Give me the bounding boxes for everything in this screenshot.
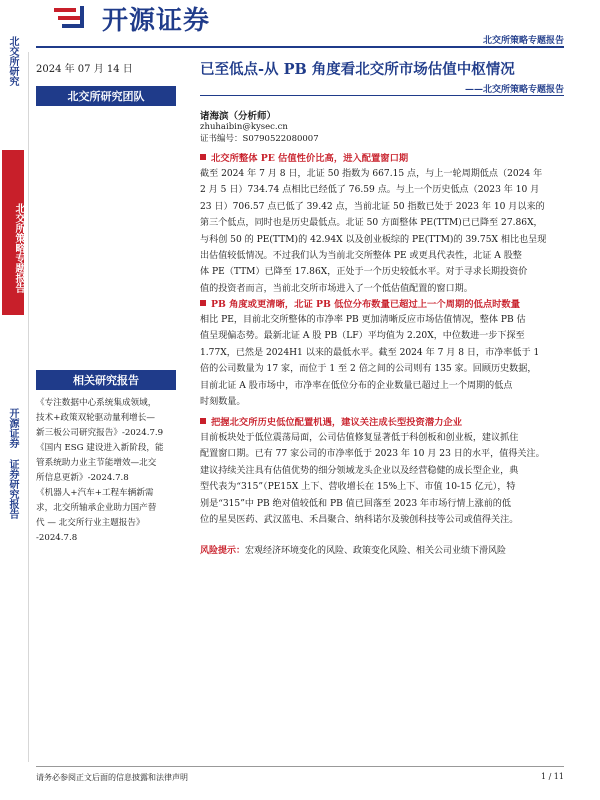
report-title: 已至低点-从 PB 角度看北交所市场估值中枢情况	[200, 61, 515, 78]
related-line[interactable]: 代 — 北交所行业主题报告》	[36, 518, 145, 528]
related-reports-title: 相关研究报告	[36, 370, 176, 390]
bullet-icon	[200, 300, 206, 306]
related-line[interactable]: 技术+政策双轮驱动量利增长—	[36, 413, 155, 423]
header-divider	[36, 46, 564, 48]
page-number: 1 / 11	[540, 772, 564, 781]
section-heading: 把握北交所历史低位配置机遇，建议关注成长型投资潜力企业	[200, 414, 564, 428]
analyst-name: 诸海滨（分析师）	[200, 111, 277, 122]
brand-logo-icon	[52, 4, 92, 34]
section-heading: 北交所整体 PE 估值性价比高，进入配置窗口期	[200, 150, 564, 164]
section-body: 目前板块处于低位震荡局面，公司估值修复显著低于科创板和创业板，建议抓住 配置窗口期。已有 77 家公司的市净率低于 2023 年 10 月 23 日的水平，值得关注。 建议持续关注具有估值优势的细分领域龙头企业以及经营稳健的成长型企业，典 型代表为“315”（PE15X 上下、营收增长在 15%上下、市值 10-15 亿元），特 别是“315”中 PB 绝对值较低和 PB 值已回落至 2023 年市场行情上涨前的低 位的星昊医药、武汉蓝电、禾昌聚合、纳科诺尔及骏创科技等公司或值得关注。	[200, 433, 545, 526]
brand-name: 开源证券	[102, 6, 211, 36]
section-body: 相比 PE，目前北交所整体的市净率 PB 更加清晰反应市场估值情况，整体 PB 估 值呈现偏态势。最新北证 A 股 PB（LF）平均值为 2.20X，中位数进一步下探至 1.77X，已然是 2024H1 以来的最低水平。截至 2024 年 7 月 8 日，市净率低于 1 倍的公司数量为 17 家，而位于 1 至 2 倍之间的公司则有 135 家。回顾历史数据， 目前北证 A 股市场中，市净率在低位分布的企业数量已超过上一个周期的低点 时刻数量。	[200, 315, 540, 408]
analyst-email[interactable]: zhuhaibin@kysec.cn	[200, 122, 288, 132]
risk-label: 风险提示：	[200, 546, 246, 556]
section-3	[200, 414, 564, 528]
report-type-header: 北交所策略专题报告	[482, 36, 564, 46]
related-line[interactable]: 求，北交所轴承企业助力国产替	[36, 503, 157, 513]
strip-top-label: 北交所研究	[7, 36, 18, 86]
report-subtitle: ——北交所策略专题报告	[464, 85, 564, 95]
risk-warning	[200, 543, 506, 556]
related-reports-list	[36, 396, 184, 546]
related-line[interactable]: 所信息更新》-2024.7.8	[36, 473, 129, 483]
related-line[interactable]: 管系统助力业主节能增效—北交	[36, 458, 157, 468]
strip-mid-label: 北交所策略专题报告	[2, 150, 24, 315]
left-vertical-divider	[28, 52, 29, 762]
analyst-contact	[200, 121, 319, 145]
analyst-cert: 证书编号：S0790522080007	[200, 134, 319, 144]
related-line[interactable]: 《机器人+汽车+工程车辆新需	[36, 488, 154, 498]
footer-divider	[36, 766, 564, 767]
risk-text: 宏观经济环境变化的风险、政策变化风险、相关公司业绩下滑风险	[245, 546, 507, 556]
related-line[interactable]: 《专注数据中心系统集成领域，	[36, 398, 157, 408]
report-date: 2024 年 07 月 14 日	[36, 64, 133, 75]
related-line[interactable]: -2024.7.8	[36, 533, 78, 543]
section-body: 截至 2024 年 7 月 8 日，北证 50 指数为 667.15 点，与上一轮周期低点（2024 年 2 月 5 日）734.74 点相比已经低了 76.59 点。与上一个历史低点（2023 年 10 月 23 日）706.57 点已低了 39.42 点，当前北证 50 指数已处于 2023 年 10 月以来的 第三个低点，同时也是历史最低点。北证 50 方面整体 PE(TTM)已已降至 27.86X， 与科创 50 的 PE(TTM)的 42.94X 以及创业板综的 PE(TTM)的 39.75X 相比也呈现 出估值较低情况。不过我们认为当前北交所整体 PE 或更具代表性，北证 A 股整 体 PE（TTM）已降至 17.86X，正处于一个历史较低水平。对于寻求长期投资价 值的投资者而言，当前北交所市场进入了一个低估值配置的窗口期。	[200, 169, 547, 294]
related-line[interactable]: 《国内 ESG 建设进入新阶段，能	[36, 443, 164, 453]
related-line[interactable]: 新三板公司研究报告》-2024.7.9	[36, 428, 164, 438]
section-1	[200, 150, 564, 297]
strip-bottom-label: 开源证券 证券研究报告	[7, 408, 18, 519]
section-2	[200, 296, 564, 410]
team-label: 北交所研究团队	[36, 86, 176, 106]
title-divider	[200, 95, 564, 96]
footer-disclaimer: 请务必参阅正文后面的信息披露和法律声明	[36, 773, 188, 782]
bullet-icon	[200, 418, 206, 424]
section-heading: PB 角度或更清晰，北证 PB 低位分布数量已超过上一个周期的低点时数量	[200, 296, 564, 310]
bullet-icon	[200, 154, 206, 160]
